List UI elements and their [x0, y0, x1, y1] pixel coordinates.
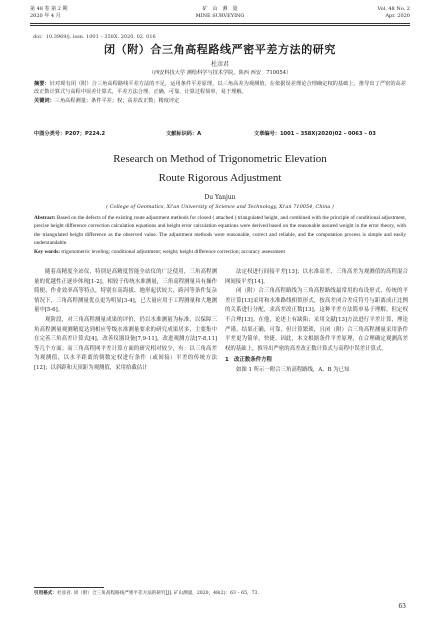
- abstract-en-label: Abstract:: [34, 215, 56, 221]
- citation-note: [34, 590, 406, 596]
- section-heading: 1 改正数条件方程: [225, 357, 272, 364]
- body-paragraph: 随着高精度全站仪，特别是高精度智能全站仪的广泛使用，三角高程测量的优越性正逐步体现[1-2]。相较于传统水准测量，三角高程测量具有操作简便、作业效率高等特点，特别在高海拔、地形起伏较大、跨河等条件复杂情况下，三角高程测量优点更为明显[3-4]，已大量应用于工程测量和大地测量中[5-6]。: [34, 269, 217, 314]
- document-code: 文献标识码：A: [166, 131, 202, 137]
- body-column-left: [34, 268, 217, 374]
- article-number: 文章编号：1001 – 358X(2020)02 – 0063 – 03: [254, 131, 376, 137]
- abstract-cn: [34, 80, 406, 105]
- body-paragraph: 法定权进行间接平差[13]；以水准高差、三角高差为观测值的高程混合网间接平差[14]。: [225, 269, 408, 285]
- abstract-en: [34, 214, 406, 256]
- header-rule-thin: [30, 25, 410, 26]
- keywords-cn-text: 三角高程测量；条件平差；权；高差改正数；精度评定: [54, 97, 180, 104]
- body-paragraph: 如图 1 所示一附合三角高程路线，A、B 为已知: [236, 366, 350, 373]
- citation-text: 杜彦君. 闭（附）合三角高程路线严密平差方法的研究[J]. 矿山测量，2020，48(2)：63 – 65，73.: [56, 591, 259, 596]
- affiliation-en: ( College of Geomatics, Xi'an University of Science and Technology, Xi'an 710054, China ): [106, 204, 334, 210]
- affiliation-cn: （西安科技大学 测绘科学与技术学院，陕西 西安 710054）: [148, 70, 292, 76]
- doi: doi：10.3969/j. issn. 1001 – 358X. 2020. 02. 016: [33, 34, 156, 40]
- page-number: 63: [398, 603, 406, 610]
- header-journal: 矿 山 测 量 MINE SURVEYING: [195, 6, 245, 19]
- footnote-rule: [34, 587, 104, 588]
- author-cn: 杜彦君: [210, 61, 229, 68]
- citation-label: 引用格式：: [34, 591, 57, 596]
- abstract-cn-label: 摘要：: [34, 81, 50, 87]
- body-paragraph: 闭（附）合三角高程路线为三角高程路线最常用的布设形式，传统的平差计算[13]采用和水准路线相似形式，按高差闭合差反符号与距离成正比例的关系进行分配，求高差改正数[13]，这种平差方法简单易于理解，但定权不合理[13]。在他，论述上有缺陷；采用文献[13]方法进行平差计算，理论严谨，结果正确，可靠，但计算繁琐，且闭（附）合三角高程测量采用条件平差更为简单，快捷。因此，本文根据条件平差原理，在合理确定观测高差权的基础上，推导出严密的高差改正数计算式与高程中误差计算式。: [225, 288, 408, 352]
- body-paragraph: 观阶段，对三角高程测量成果的评价，仍以水准测量为标准，以保障三角高程测量观测精度达到相应等级水准测量要求的研究成果居多，主要集中在完善三角高差计算式[4]，改善仪器设备[7,9-11]，改进观测方法[7-8,11]等几个方面；而三角高程网平差计算方面的研究相对较少，有：以三角高差为观测值，以水平距离的倒数定权进行条件（或间接）平差的传统方法[12]；以斜距和天顶距为观测值，采用拾截估计: [34, 316, 217, 371]
- header-volume: 第 48 卷 第 2 期 2020 年 4 月: [30, 6, 68, 19]
- author-en: Du Yanjun: [204, 194, 236, 201]
- abstract-cn-text: 针对现有闭（附）合三角高程路线平差方法的不足，运用条件平差原理，以三角高差为观测值，在依据误差理论合理确定权的基础上，推导出了严密的高差改正数计算式与高程中误差计算式，平差方法合理、正确，可靠，计算过程简单，易于理解。: [34, 81, 406, 96]
- keywords-en-text: trigonometric leveling; conditional adjustment; weight; height difference correction; accuracy assessment: [61, 248, 285, 255]
- title-cn: 闭（附）合三角高程路线严密平差方法的研究: [104, 43, 336, 56]
- abstract-en-text: Based on the defects of the existing route adjustment methods for closed ( attached ) triangulated height, and combined with the principle of conditional adjustment, precise height difference correction calculation equations and height error calculation equations were derived based on the reasonable assured weight in the error theory, with the triangulated height difference as the observed value. The adjustment methods were reasonable, correct and reliable, and the computation process is simple and easily understandable.: [34, 215, 406, 247]
- title-en: Research on Method of Trigonometric Elevation Route Rigorous Adjustment: [113, 153, 327, 184]
- clc-number: 中图分类号：P207；P224.2: [34, 131, 106, 137]
- keywords-en-label: Key words:: [34, 248, 61, 255]
- header-issue: Vol. 48 No. 2 Apr. 2020: [377, 6, 410, 19]
- body-column-right: [225, 268, 408, 376]
- header-rule: [30, 23, 410, 24]
- keywords-cn-label: 关键词：: [34, 97, 55, 104]
